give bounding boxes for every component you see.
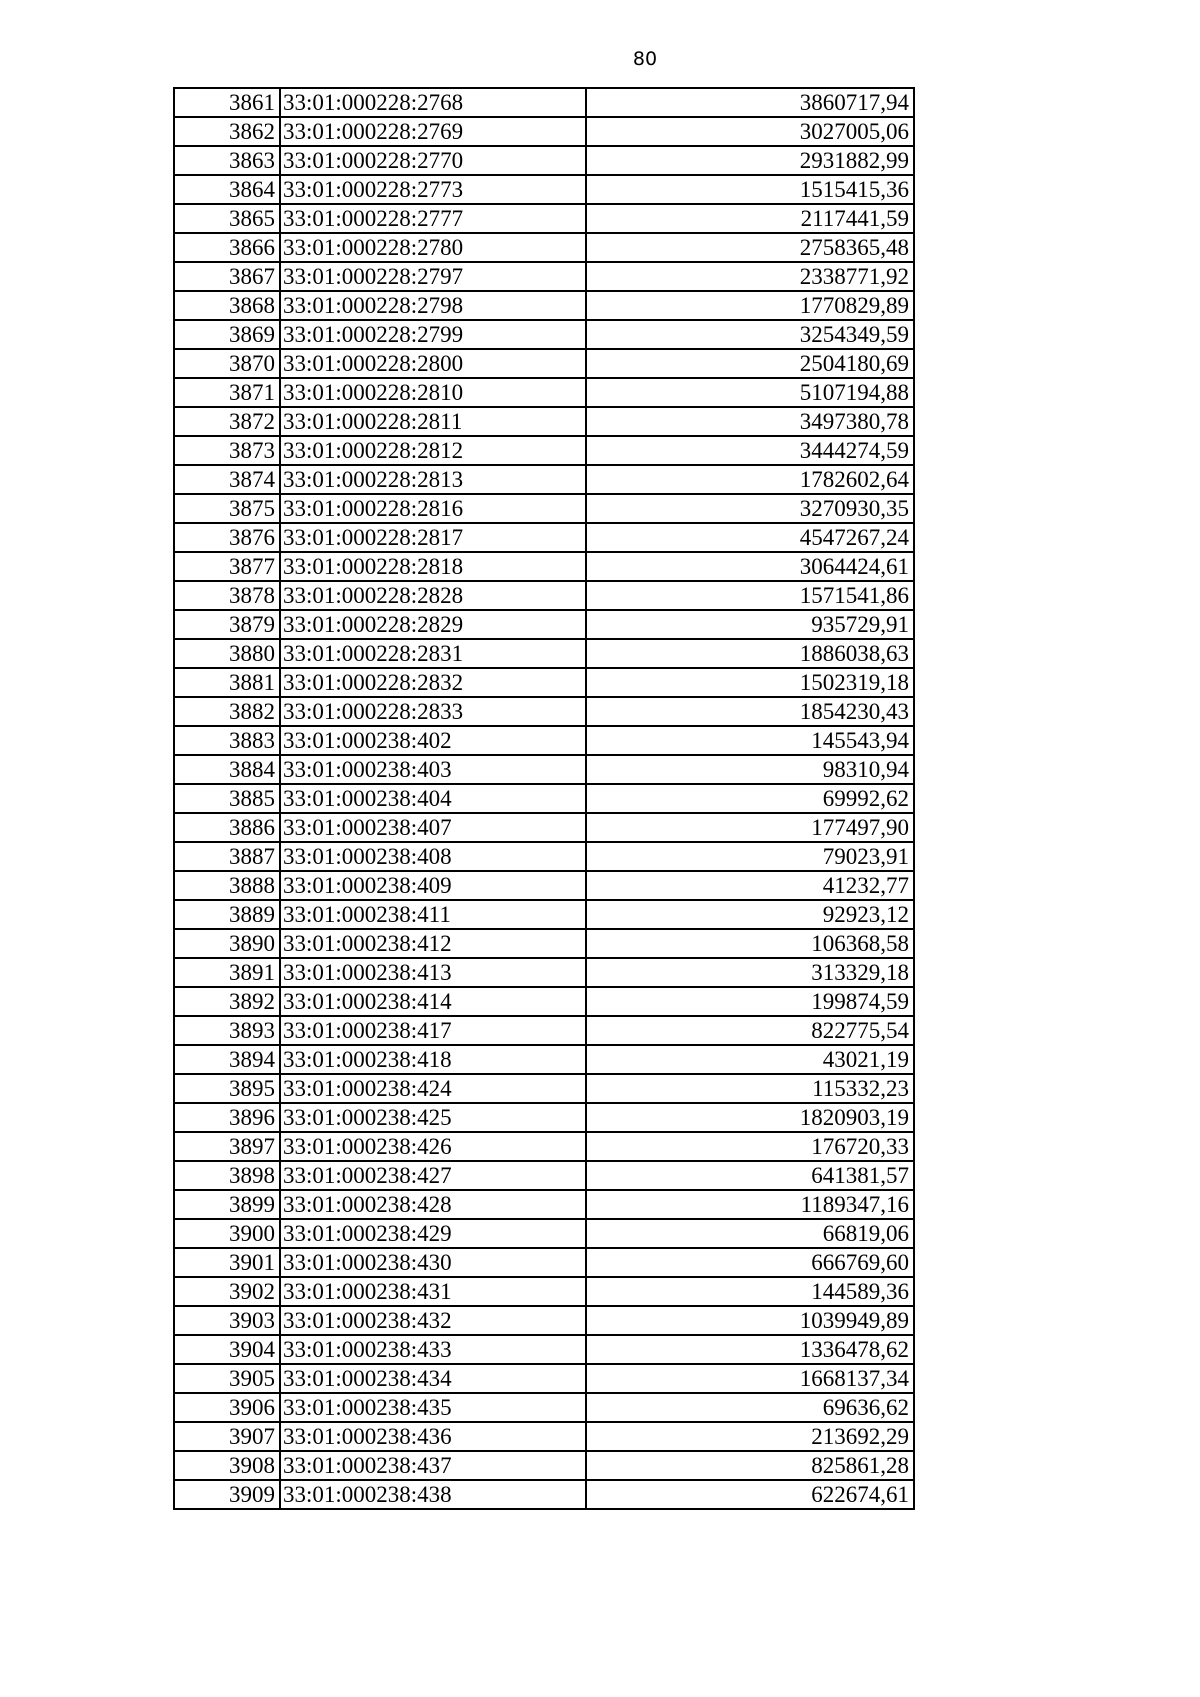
row-number-cell: 3878: [174, 581, 280, 610]
row-number-cell: 3864: [174, 175, 280, 204]
cadastral-value-cell: 3497380,78: [586, 407, 914, 436]
table-row: [174, 1132, 914, 1161]
row-number-cell: 3905: [174, 1364, 280, 1393]
table-row: [174, 1335, 914, 1364]
table-body: [174, 88, 914, 1509]
row-number-cell: 3889: [174, 900, 280, 929]
cadastral-number-cell: 33:01:000238:433: [280, 1335, 586, 1364]
row-number-cell: 3868: [174, 291, 280, 320]
cadastral-value-cell: 199874,59: [586, 987, 914, 1016]
row-number-cell: 3884: [174, 755, 280, 784]
cadastral-number-cell: 33:01:000228:2769: [280, 117, 586, 146]
table-row: [174, 233, 914, 262]
cadastral-number-cell: 33:01:000238:402: [280, 726, 586, 755]
table-row: [174, 1306, 914, 1335]
row-number-cell: 3892: [174, 987, 280, 1016]
cadastral-value-cell: 1039949,89: [586, 1306, 914, 1335]
cadastral-number-cell: 33:01:000238:430: [280, 1248, 586, 1277]
row-number-cell: 3886: [174, 813, 280, 842]
table-row: [174, 88, 914, 117]
cadastral-number-cell: 33:01:000228:2777: [280, 204, 586, 233]
cadastral-value-cell: 41232,77: [586, 871, 914, 900]
cadastral-value-cell: 1854230,43: [586, 697, 914, 726]
cadastral-value-cell: 1886038,63: [586, 639, 914, 668]
table-row: [174, 1016, 914, 1045]
cadastral-value-cell: 5107194,88: [586, 378, 914, 407]
table-row: [174, 320, 914, 349]
cadastral-number-cell: 33:01:000238:408: [280, 842, 586, 871]
cadastral-number-cell: 33:01:000228:2768: [280, 88, 586, 117]
table-row: [174, 1219, 914, 1248]
table-row: [174, 1248, 914, 1277]
cadastral-number-cell: 33:01:000238:407: [280, 813, 586, 842]
cadastral-number-cell: 33:01:000238:424: [280, 1074, 586, 1103]
cadastral-number-cell: 33:01:000238:435: [280, 1393, 586, 1422]
cadastral-number-cell: 33:01:000238:431: [280, 1277, 586, 1306]
row-number-cell: 3891: [174, 958, 280, 987]
cadastral-number-cell: 33:01:000228:2811: [280, 407, 586, 436]
table-row: [174, 929, 914, 958]
cadastral-value-cell: 3064424,61: [586, 552, 914, 581]
cadastral-value-cell: 115332,23: [586, 1074, 914, 1103]
cadastral-number-cell: 33:01:000238:432: [280, 1306, 586, 1335]
cadastral-number-cell: 33:01:000238:437: [280, 1451, 586, 1480]
table-row: [174, 1393, 914, 1422]
cadastral-value-cell: 2504180,69: [586, 349, 914, 378]
table-row: [174, 523, 914, 552]
cadastral-value-cell: 4547267,24: [586, 523, 914, 552]
cadastral-value-cell: 92923,12: [586, 900, 914, 929]
table-row: [174, 1480, 914, 1509]
table-row: [174, 117, 914, 146]
row-number-cell: 3883: [174, 726, 280, 755]
cadastral-value-cell: 666769,60: [586, 1248, 914, 1277]
row-number-cell: 3877: [174, 552, 280, 581]
row-number-cell: 3896: [174, 1103, 280, 1132]
row-number-cell: 3861: [174, 88, 280, 117]
row-number-cell: 3904: [174, 1335, 280, 1364]
row-number-cell: 3897: [174, 1132, 280, 1161]
row-number-cell: 3876: [174, 523, 280, 552]
table-row: [174, 1422, 914, 1451]
table-row: [174, 291, 914, 320]
table-row: [174, 871, 914, 900]
table-row: [174, 668, 914, 697]
table-row: [174, 465, 914, 494]
table-row: [174, 436, 914, 465]
row-number-cell: 3872: [174, 407, 280, 436]
row-number-cell: 3903: [174, 1306, 280, 1335]
cadastral-number-cell: 33:01:000228:2797: [280, 262, 586, 291]
cadastral-value-cell: 1770829,89: [586, 291, 914, 320]
cadastral-number-cell: 33:01:000238:434: [280, 1364, 586, 1393]
cadastral-number-cell: 33:01:000228:2832: [280, 668, 586, 697]
cadastral-value-cell: 3254349,59: [586, 320, 914, 349]
row-number-cell: 3862: [174, 117, 280, 146]
table-row: [174, 987, 914, 1016]
cadastral-number-cell: 33:01:000228:2800: [280, 349, 586, 378]
cadastral-value-cell: 3860717,94: [586, 88, 914, 117]
table-row: [174, 175, 914, 204]
cadastral-value-cell: 1515415,36: [586, 175, 914, 204]
row-number-cell: 3900: [174, 1219, 280, 1248]
table-row: [174, 581, 914, 610]
table-row: [174, 784, 914, 813]
cadastral-value-cell: 641381,57: [586, 1161, 914, 1190]
cadastral-value-cell: 213692,29: [586, 1422, 914, 1451]
cadastral-value-cell: 1189347,16: [586, 1190, 914, 1219]
table-row: [174, 755, 914, 784]
row-number-cell: 3885: [174, 784, 280, 813]
table-row: [174, 552, 914, 581]
cadastral-number-cell: 33:01:000228:2780: [280, 233, 586, 262]
table-row: [174, 726, 914, 755]
cadastral-number-cell: 33:01:000228:2818: [280, 552, 586, 581]
table-row: [174, 407, 914, 436]
cadastral-number-cell: 33:01:000238:409: [280, 871, 586, 900]
cadastral-value-cell: 822775,54: [586, 1016, 914, 1045]
page-number: 80: [632, 48, 658, 70]
cadastral-value-cell: 1502319,18: [586, 668, 914, 697]
row-number-cell: 3901: [174, 1248, 280, 1277]
row-number-cell: 3869: [174, 320, 280, 349]
table-row: [174, 610, 914, 639]
cadastral-value-cell: 2931882,99: [586, 146, 914, 175]
row-number-cell: 3867: [174, 262, 280, 291]
cadastral-number-cell: 33:01:000228:2798: [280, 291, 586, 320]
cadastral-value-cell: 79023,91: [586, 842, 914, 871]
cadastral-number-cell: 33:01:000238:425: [280, 1103, 586, 1132]
row-number-cell: 3863: [174, 146, 280, 175]
cadastral-value-cell: 106368,58: [586, 929, 914, 958]
cadastral-value-cell: 43021,19: [586, 1045, 914, 1074]
cadastral-value-cell: 1668137,34: [586, 1364, 914, 1393]
table-row: [174, 1103, 914, 1132]
cadastral-value-table: [173, 87, 915, 1510]
row-number-cell: 3865: [174, 204, 280, 233]
table-row: [174, 1161, 914, 1190]
cadastral-number-cell: 33:01:000238:426: [280, 1132, 586, 1161]
cadastral-number-cell: 33:01:000228:2833: [280, 697, 586, 726]
cadastral-number-cell: 33:01:000228:2813: [280, 465, 586, 494]
cadastral-value-cell: 1571541,86: [586, 581, 914, 610]
cadastral-number-cell: 33:01:000238:403: [280, 755, 586, 784]
row-number-cell: 3898: [174, 1161, 280, 1190]
table-row: [174, 378, 914, 407]
cadastral-number-cell: 33:01:000238:429: [280, 1219, 586, 1248]
cadastral-value-cell: 313329,18: [586, 958, 914, 987]
cadastral-value-cell: 622674,61: [586, 1480, 914, 1509]
table-row: [174, 1190, 914, 1219]
row-number-cell: 3907: [174, 1422, 280, 1451]
cadastral-number-cell: 33:01:000228:2831: [280, 639, 586, 668]
cadastral-number-cell: 33:01:000228:2817: [280, 523, 586, 552]
cadastral-number-cell: 33:01:000238:418: [280, 1045, 586, 1074]
cadastral-value-cell: 935729,91: [586, 610, 914, 639]
row-number-cell: 3871: [174, 378, 280, 407]
cadastral-number-cell: 33:01:000228:2799: [280, 320, 586, 349]
cadastral-number-cell: 33:01:000228:2828: [280, 581, 586, 610]
cadastral-number-cell: 33:01:000238:427: [280, 1161, 586, 1190]
cadastral-value-cell: 1336478,62: [586, 1335, 914, 1364]
cadastral-number-cell: 33:01:000238:436: [280, 1422, 586, 1451]
cadastral-number-cell: 33:01:000228:2773: [280, 175, 586, 204]
table-row: [174, 1277, 914, 1306]
cadastral-value-cell: 177497,90: [586, 813, 914, 842]
cadastral-number-cell: 33:01:000238:411: [280, 900, 586, 929]
table-row: [174, 1451, 914, 1480]
row-number-cell: 3870: [174, 349, 280, 378]
cadastral-value-cell: 2758365,48: [586, 233, 914, 262]
table-row: [174, 697, 914, 726]
table-row: [174, 349, 914, 378]
table-row: [174, 494, 914, 523]
cadastral-number-cell: 33:01:000238:412: [280, 929, 586, 958]
table-row: [174, 958, 914, 987]
row-number-cell: 3899: [174, 1190, 280, 1219]
table-row: [174, 1364, 914, 1393]
table-row: [174, 842, 914, 871]
cadastral-number-cell: 33:01:000228:2770: [280, 146, 586, 175]
table-row: [174, 900, 914, 929]
cadastral-number-cell: 33:01:000238:438: [280, 1480, 586, 1509]
row-number-cell: 3909: [174, 1480, 280, 1509]
cadastral-value-cell: 1820903,19: [586, 1103, 914, 1132]
row-number-cell: 3888: [174, 871, 280, 900]
row-number-cell: 3906: [174, 1393, 280, 1422]
row-number-cell: 3881: [174, 668, 280, 697]
cadastral-value-cell: 2117441,59: [586, 204, 914, 233]
cadastral-number-cell: 33:01:000238:413: [280, 958, 586, 987]
cadastral-value-cell: 66819,06: [586, 1219, 914, 1248]
row-number-cell: 3893: [174, 1016, 280, 1045]
row-number-cell: 3879: [174, 610, 280, 639]
cadastral-number-cell: 33:01:000238:414: [280, 987, 586, 1016]
row-number-cell: 3894: [174, 1045, 280, 1074]
cadastral-value-cell: 145543,94: [586, 726, 914, 755]
cadastral-number-cell: 33:01:000228:2810: [280, 378, 586, 407]
cadastral-value-cell: 3270930,35: [586, 494, 914, 523]
cadastral-number-cell: 33:01:000238:404: [280, 784, 586, 813]
cadastral-value-cell: 1782602,64: [586, 465, 914, 494]
row-number-cell: 3873: [174, 436, 280, 465]
row-number-cell: 3880: [174, 639, 280, 668]
table-row: [174, 204, 914, 233]
cadastral-value-cell: 3027005,06: [586, 117, 914, 146]
row-number-cell: 3882: [174, 697, 280, 726]
row-number-cell: 3908: [174, 1451, 280, 1480]
row-number-cell: 3874: [174, 465, 280, 494]
cadastral-value-cell: 2338771,92: [586, 262, 914, 291]
cadastral-value-cell: 98310,94: [586, 755, 914, 784]
cadastral-value-cell: 176720,33: [586, 1132, 914, 1161]
table-row: [174, 262, 914, 291]
row-number-cell: 3875: [174, 494, 280, 523]
table-row: [174, 146, 914, 175]
cadastral-number-cell: 33:01:000238:428: [280, 1190, 586, 1219]
cadastral-value-cell: 69992,62: [586, 784, 914, 813]
row-number-cell: 3895: [174, 1074, 280, 1103]
cadastral-value-cell: 69636,62: [586, 1393, 914, 1422]
table-row: [174, 1045, 914, 1074]
cadastral-value-cell: 3444274,59: [586, 436, 914, 465]
table-row: [174, 813, 914, 842]
row-number-cell: 3890: [174, 929, 280, 958]
row-number-cell: 3866: [174, 233, 280, 262]
cadastral-number-cell: 33:01:000238:417: [280, 1016, 586, 1045]
table-row: [174, 639, 914, 668]
cadastral-number-cell: 33:01:000228:2829: [280, 610, 586, 639]
row-number-cell: 3902: [174, 1277, 280, 1306]
row-number-cell: 3887: [174, 842, 280, 871]
cadastral-value-cell: 144589,36: [586, 1277, 914, 1306]
cadastral-number-cell: 33:01:000228:2816: [280, 494, 586, 523]
cadastral-value-cell: 825861,28: [586, 1451, 914, 1480]
table-row: [174, 1074, 914, 1103]
cadastral-number-cell: 33:01:000228:2812: [280, 436, 586, 465]
